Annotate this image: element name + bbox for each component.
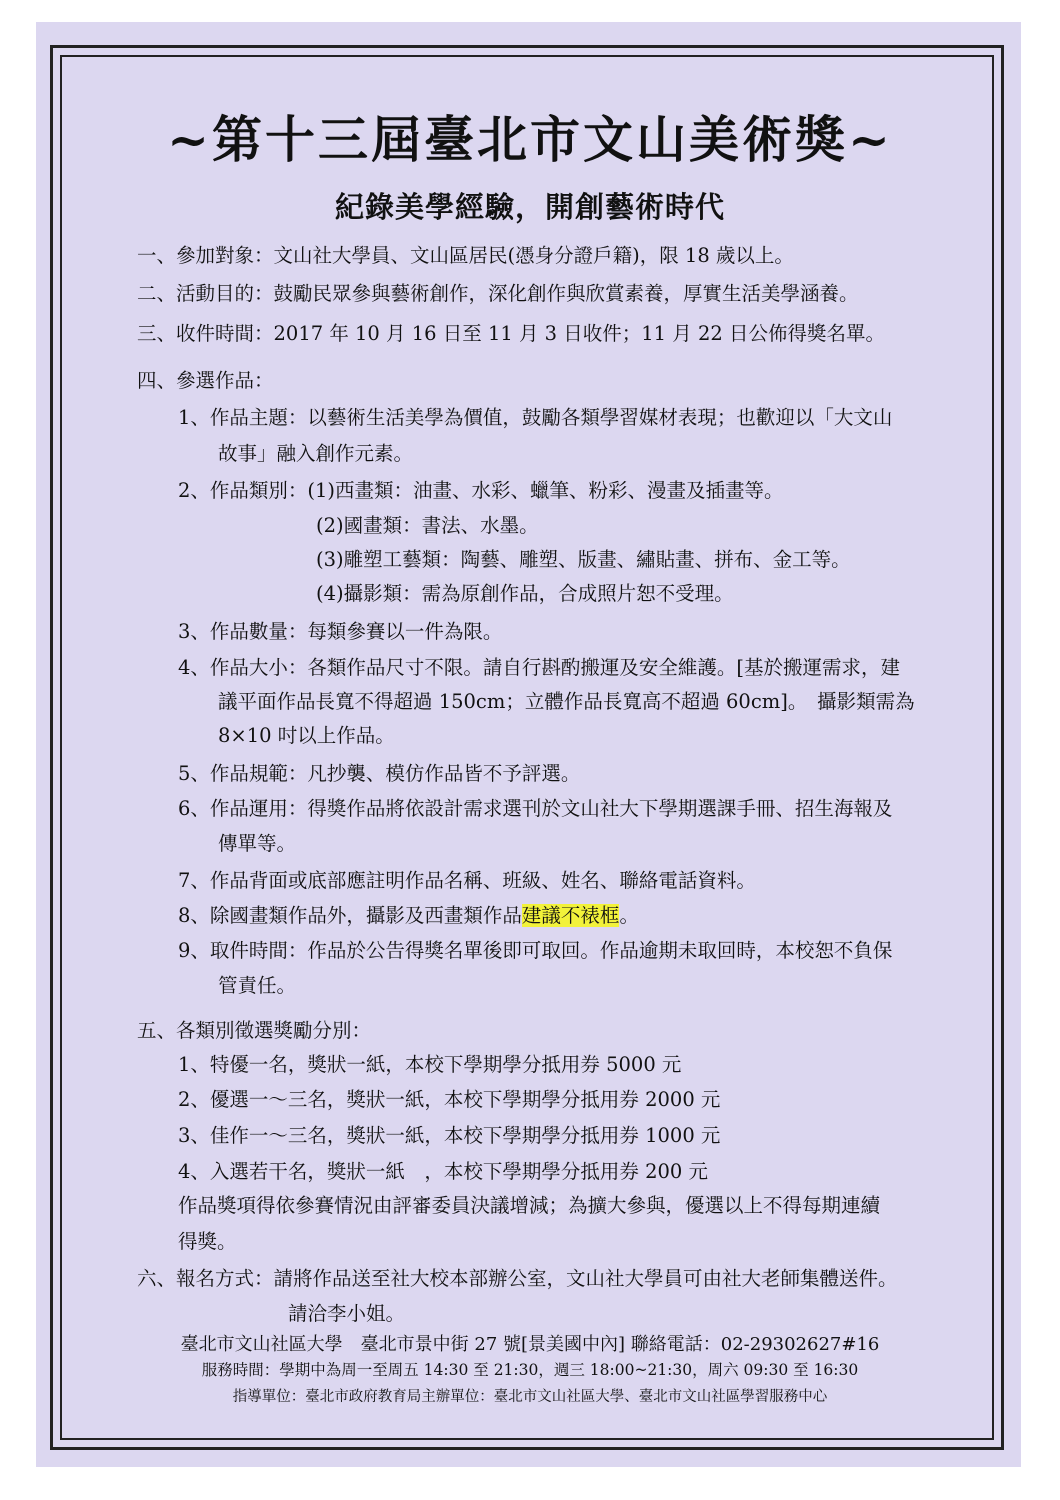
entry-pickup-line1: 9、取件時間：作品於公告得獎名單後即可取回。作品逾期未取回時，本校恕不負保 (178, 939, 893, 962)
entry-size-line1: 4、作品大小：各類作品尺寸不限。請自行斟酌搬運及安全維護。[基於搬運需求，建 (178, 656, 901, 679)
entry-size-line3: 8×10 吋以上作品。 (218, 724, 395, 747)
entry-quantity: 3、作品數量：每類參賽以一件為限。 (178, 620, 503, 643)
entry-pickup-line2: 管責任。 (218, 974, 297, 997)
award-honorable: 3、佳作一～三名，獎狀一紙，本校下學期學分抵用券 1000 元 (178, 1124, 721, 1147)
award-selected: 4、入選若干名，獎狀一紙 ，本校下學期學分抵用券 200 元 (178, 1160, 709, 1183)
entry-framing-end: 。 (619, 904, 639, 927)
highlighted-no-frame: 建議不裱框 (521, 904, 620, 927)
award-special: 1、特優一名，獎狀一紙，本校下學期學分抵用券 5000 元 (178, 1053, 682, 1076)
entry-usage-line1: 6、作品運用：得獎作品將依設計需求選刊於文山社大下學期選課手冊、招生海報及 (178, 797, 893, 820)
entry-category-chinese: (2)國畫類：書法、水墨。 (316, 514, 539, 537)
entry-theme-line2: 故事」融入創作元素。 (218, 442, 414, 465)
entry-category-sculpture: (3)雕塑工藝類：陶藝、雕塑、版畫、繡貼畫、拼布、金工等。 (316, 548, 851, 571)
award-merit: 2、優選一～三名，獎狀一紙，本校下學期學分抵用券 2000 元 (178, 1088, 721, 1111)
entry-category-photo: (4)攝影類：需為原創作品，合成照片恕不受理。 (316, 582, 734, 605)
footer-address: 臺北市文山社區大學 臺北市景中街 27 號[景美國中內] 聯絡電話：02-29302627#16 (180, 1334, 880, 1355)
section-participants: 一、參加對象：文山社大學員、文山區居民(憑身分證戶籍)，限 18 歲以上。 (137, 244, 794, 267)
section-awards-heading: 五、各類別徵選獎勵分別： (137, 1019, 372, 1042)
section-submission-time: 三、收件時間：2017 年 10 月 16 日至 11 月 3 日收件；11 月 22 日公佈得獎名單。 (137, 322, 885, 345)
flyer-title: ~第十三屆臺北市文山美術獎~ (167, 110, 893, 169)
section-registration: 六、報名方式：請將作品送至社大校本部辦公室，文山社大學員可由社大老師集體送件。 (137, 1267, 898, 1290)
entry-usage-line2: 傳單等。 (218, 832, 297, 855)
entry-size-line2: 議平面作品長寬不得超過 150cm；立體作品長寬高不超過 60cm]。 攝影類需為 (218, 690, 915, 713)
entry-rules: 5、作品規範：凡抄襲、模仿作品皆不予評選。 (178, 762, 581, 785)
footer-hours: 服務時間：學期中為周一至周五 14:30 至 21:30，週三 18:00~21:30，周六 09:30 至 16:30 (201, 1361, 859, 1379)
entry-framing-text: 8、除國畫類作品外，攝影及西畫類作品 (178, 904, 522, 927)
registration-contact: 請洽李小姐。 (288, 1302, 406, 1325)
award-note-line1: 作品獎項得依參賽情況由評審委員決議增減；為擴大參與，優選以上不得每期連續 (178, 1194, 881, 1217)
section-entries-heading: 四、參選作品： (137, 369, 274, 392)
section-purpose: 二、活動目的：鼓勵民眾參與藝術創作，深化創作與欣賞素養，厚實生活美學涵養。 (137, 282, 859, 305)
entry-labeling: 7、作品背面或底部應註明作品名稱、班級、姓名、聯絡電話資料。 (178, 869, 756, 892)
award-note-line2: 得獎。 (178, 1230, 237, 1253)
footer-organizers: 指導單位：臺北市政府教育局主辦單位：臺北市文山社區大學、臺北市文山社區學習服務中心 (232, 1389, 828, 1405)
flyer-subtitle: 紀錄美學經驗，開創藝術時代 (334, 190, 725, 224)
entry-framing (178, 902, 639, 930)
entry-category-western: 2、作品類別：(1)西畫類：油畫、水彩、蠟筆、粉彩、漫畫及插畫等。 (178, 479, 784, 502)
entry-theme-line1: 1、作品主題：以藝術生活美學為價值，鼓勵各類學習媒材表現；也歡迎以「大文山 (178, 406, 893, 429)
